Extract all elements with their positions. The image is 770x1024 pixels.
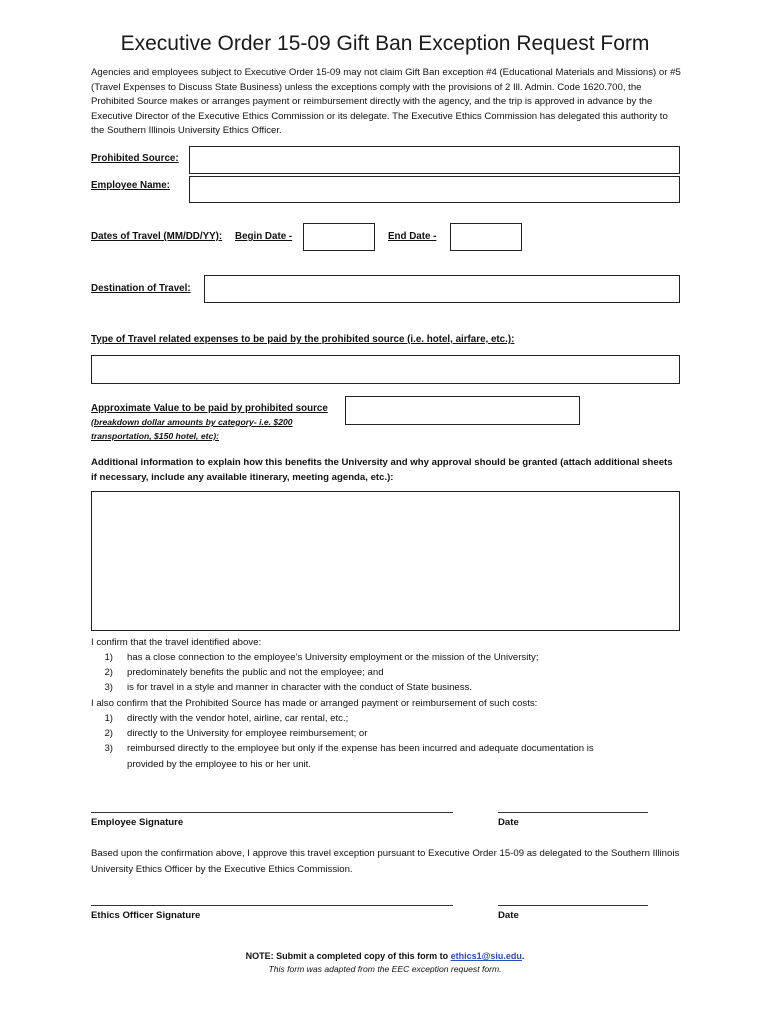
ethics-email-link[interactable]: ethics1@siu.edu xyxy=(450,951,522,961)
approx-value-hint-2: transportation, $150 hotel, etc): xyxy=(91,431,219,441)
footer-note: NOTE: Submit a completed copy of this form to ethics1@siu.edu. xyxy=(245,951,525,961)
ethics-signature-label: Ethics Officer Signature xyxy=(91,910,201,921)
employee-name-label: Employee Name: xyxy=(91,180,170,191)
begin-date-input[interactable] xyxy=(303,223,375,251)
approx-value-label: Approximate Value to be paid by prohibited source xyxy=(91,403,328,414)
end-date-input[interactable] xyxy=(450,223,522,251)
payment-item-3-continued: provided by the employee to his or her unit. xyxy=(127,759,311,770)
employee-name-input[interactable] xyxy=(189,176,680,203)
destination-label: Destination of Travel: xyxy=(91,283,191,294)
employee-date-line[interactable] xyxy=(498,812,648,813)
payment-item-1: 1) directly with the vendor hotel, airline, car rental, etc.; xyxy=(104,713,349,724)
employee-date-label: Date xyxy=(498,817,519,828)
additional-info-textarea[interactable] xyxy=(91,491,680,631)
confirm-intro-2: I also confirm that the Prohibited Source has made or arranged payment or reimbursement of such costs: xyxy=(91,698,538,709)
dates-of-travel-label: Dates of Travel (MM/DD/YY): xyxy=(91,231,223,242)
confirm-item-1: 1) has a close connection to the employee’s University employment or the mission of the University; xyxy=(104,652,539,663)
payment-item-3: 3) reimbursed directly to the employee but only if the expense has been incurred and adequate documentation is xyxy=(104,743,594,754)
confirm-item-2: 2) predominately benefits the public and not the employee; and xyxy=(104,667,384,678)
approval-text: Based upon the confirmation above, I approve this travel exception pursuant to Executive Order 15-09 as delegated to the Southern Illinois University Ethics Officer by the Executive Ethics Commission. xyxy=(91,848,680,875)
expense-type-label: Type of Travel related expenses to be paid by the prohibited source (i.e. hotel, airfare, etc.): xyxy=(91,334,515,345)
destination-input[interactable] xyxy=(204,275,680,303)
begin-date-label: Begin Date - xyxy=(235,231,293,242)
footer-adapted: This form was adapted from the EEC exception request form. xyxy=(268,964,502,974)
additional-info-label: Additional information to explain how this benefits the University and why approval should be granted (attach additional sheets if necessary, include any available itinerary, meeting agenda, etc.): xyxy=(91,457,673,483)
intro-paragraph: Agencies and employees subject to Executive Order 15-09 may not claim Gift Ban exception #4 (Educational Materials and Missions) or #5 (Travel Expenses to Discuss State Business) unless the exceptions comply with the provisions of 2 Ill. Admin. Code 1620.700, the Prohibited Source makes or arranges payment or reimbursement directly with the agency, and the trip is approved in advance by the Executive Director of the Executive Ethics Commission or its delegate. The Executive Ethics Commission has delegated this authority to the Southern Illinois University Ethics Officer. xyxy=(91,67,681,136)
confirm-item-3: 3) is for travel in a style and manner in character with the conduct of State business. xyxy=(104,682,473,693)
employee-signature-label: Employee Signature xyxy=(91,817,184,828)
ethics-signature-line[interactable] xyxy=(91,905,453,906)
employee-signature-line[interactable] xyxy=(91,812,453,813)
approx-value-hint-1: (breakdown dollar amounts by category- i.e. $200 xyxy=(91,417,293,427)
prohibited-source-label: Prohibited Source: xyxy=(91,153,179,164)
ethics-date-label: Date xyxy=(498,910,519,921)
payment-item-2: 2) directly to the University for employee reimbursement; or xyxy=(104,728,368,739)
ethics-date-line[interactable] xyxy=(498,905,648,906)
confirm-intro: I confirm that the travel identified above: xyxy=(91,637,262,648)
prohibited-source-input[interactable] xyxy=(189,146,680,174)
approx-value-input[interactable] xyxy=(345,396,580,425)
expense-type-input[interactable] xyxy=(91,355,680,384)
page-title: Executive Order 15-09 Gift Ban Exception Request Form xyxy=(120,32,650,55)
end-date-label: End Date - xyxy=(388,231,437,242)
